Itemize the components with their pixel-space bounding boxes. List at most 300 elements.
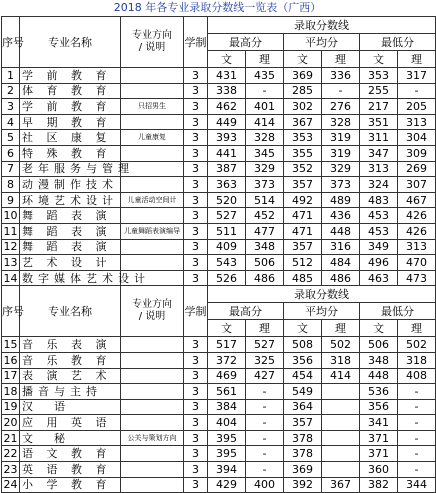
cell-average-wen: 454 — [284, 368, 322, 384]
cell-average-wen: 357 — [284, 239, 322, 255]
cell-direction: 儿童舞蹈表演编导 — [121, 223, 184, 239]
cell-lowest-wen: 536 — [360, 384, 398, 400]
header-duration: 学制 — [184, 286, 208, 337]
cell-major: 舞 蹈 表 演 — [20, 239, 121, 255]
cell-highest-wen: 372 — [208, 352, 246, 368]
cell-major: 舞 蹈 表 演 — [20, 223, 121, 239]
cell-lowest-li: - — [398, 83, 436, 99]
cell-highest-li: 328 — [246, 130, 284, 146]
cell-highest-wen: 387 — [208, 161, 246, 177]
cell-highest-li: 477 — [246, 223, 284, 239]
cell-highest-li: 325 — [246, 352, 284, 368]
table-row — [2, 384, 436, 400]
cell-duration: 3 — [184, 446, 208, 462]
cell-highest-wen: 462 — [208, 99, 246, 115]
cell-highest-wen: 527 — [208, 208, 246, 224]
cell-lowest-wen: 217 — [360, 99, 398, 115]
cell-seq: 22 — [3, 447, 18, 461]
cell-duration: 3 — [184, 352, 208, 368]
table-row — [2, 83, 436, 99]
cell-average-li — [322, 462, 360, 478]
cell-average-li: 319 — [322, 145, 360, 161]
cell-seq: 13 — [3, 255, 18, 269]
cell-direction — [121, 208, 184, 224]
cell-highest-li: 414 — [246, 114, 284, 130]
table-header — [2, 17, 436, 68]
cell-highest-li: 345 — [246, 145, 284, 161]
header-highest: 最高分 — [208, 303, 284, 320]
header-average: 平均分 — [284, 34, 360, 51]
header-li: 理 — [246, 320, 284, 337]
header-li: 理 — [398, 51, 436, 68]
table-row — [2, 192, 436, 208]
cell-major: 社 区 康 复 — [20, 130, 121, 146]
cell-lowest-wen: 506 — [360, 337, 398, 353]
cell-average-li: 448 — [322, 223, 360, 239]
cell-highest-li: 486 — [246, 270, 284, 286]
cell-major: 老年服务与管理 — [20, 161, 121, 177]
cell-direction — [121, 145, 184, 161]
cell-seq: 14 — [3, 271, 18, 285]
cell-average-li — [322, 430, 360, 446]
table-body-a — [2, 68, 436, 286]
cell-major: 数字媒体艺术设计 — [20, 270, 121, 286]
cell-lowest-li: 473 — [398, 270, 436, 286]
table-row — [2, 161, 436, 177]
header-score-group: 录取分数线 — [208, 286, 436, 303]
table-mid-header — [2, 286, 436, 337]
header-li: 理 — [322, 320, 360, 337]
table-row — [2, 337, 436, 353]
cell-average-wen: 357 — [284, 177, 322, 193]
cell-highest-wen: 394 — [208, 462, 246, 478]
header-direction-line1: 专业方向 — [132, 30, 172, 41]
cell-average-li: 336 — [322, 68, 360, 84]
cell-highest-li: 348 — [246, 239, 284, 255]
cell-highest-wen: 363 — [208, 177, 246, 193]
cell-highest-wen: 338 — [208, 83, 246, 99]
cell-duration: 3 — [184, 99, 208, 115]
cell-direction — [121, 477, 184, 493]
cell-highest-li: 506 — [246, 255, 284, 271]
cell-lowest-li: 307 — [398, 177, 436, 193]
table-row — [2, 208, 436, 224]
header-wen: 文 — [208, 320, 246, 337]
cell-major: 学 前 教 育 — [20, 68, 121, 84]
cell-lowest-wen: 382 — [360, 477, 398, 493]
cell-seq: 1 — [2, 68, 20, 84]
cell-direction — [121, 239, 184, 255]
cell-highest-li: - — [246, 384, 284, 400]
cell-highest-wen: 543 — [208, 255, 246, 271]
cell-major: 音 乐 教 育 — [20, 352, 121, 368]
header-li: 理 — [246, 51, 284, 68]
cell-average-wen: 356 — [284, 352, 322, 368]
cell-direction — [121, 114, 184, 130]
table-row — [2, 368, 436, 384]
cell-major: 表 演 艺 术 — [20, 368, 121, 384]
cell-average-li: 328 — [322, 114, 360, 130]
cell-lowest-li: 426 — [398, 223, 436, 239]
cell-duration: 3 — [184, 68, 208, 84]
cell-highest-li: 400 — [246, 477, 284, 493]
cell-major: 音 乐 表 演 — [20, 337, 121, 353]
table-row — [2, 68, 436, 84]
cell-seq: 5 — [2, 130, 20, 146]
cell-major: 汉 语 — [20, 399, 121, 415]
table-row — [2, 352, 436, 368]
cell-duration: 3 — [184, 177, 208, 193]
cell-lowest-li: 426 — [398, 208, 436, 224]
cell-major: 英 语 教 育 — [20, 462, 121, 478]
cell-lowest-li: 309 — [398, 145, 436, 161]
header-score-group: 录取分数线 — [208, 17, 436, 34]
cell-highest-wen: 395 — [208, 430, 246, 446]
cell-lowest-wen: 356 — [360, 399, 398, 415]
cell-lowest-li: 205 — [398, 99, 436, 115]
cell-duration: 3 — [184, 415, 208, 431]
cell-average-wen: 378 — [284, 446, 322, 462]
cell-average-wen: 471 — [284, 223, 322, 239]
cell-average-wen: 355 — [284, 145, 322, 161]
cell-seq: 16 — [3, 353, 18, 367]
cell-seq: 10 — [3, 209, 18, 223]
cell-highest-wen: 511 — [208, 223, 246, 239]
cell-seq: 23 — [3, 462, 18, 476]
header-direction-line2: / 说明 — [138, 42, 166, 53]
cell-average-li: 318 — [322, 352, 360, 368]
cell-direction — [121, 352, 184, 368]
cell-average-wen: 369 — [284, 462, 322, 478]
cell-average-li: 486 — [322, 270, 360, 286]
cell-average-wen: 352 — [284, 161, 322, 177]
cell-seq: 15 — [3, 338, 18, 352]
cell-highest-wen: 429 — [208, 477, 246, 493]
cell-duration: 3 — [184, 270, 208, 286]
header-highest: 最高分 — [208, 34, 284, 51]
cell-highest-li: - — [246, 462, 284, 478]
cell-lowest-li: 313 — [398, 114, 436, 130]
cell-highest-li: 329 — [246, 161, 284, 177]
header-direction — [121, 17, 184, 68]
cell-seq: 4 — [2, 114, 20, 130]
cell-lowest-li: 269 — [398, 161, 436, 177]
table-row — [2, 270, 436, 286]
cell-highest-li: 373 — [246, 177, 284, 193]
header-direction-line1: 专业方向 — [132, 299, 172, 311]
cell-average-li: 436 — [322, 208, 360, 224]
cell-major: 动漫制作技术 — [20, 177, 121, 193]
cell-average-wen: 369 — [284, 68, 322, 84]
cell-lowest-li: 317 — [398, 68, 436, 84]
cell-average-li: 414 — [322, 368, 360, 384]
cell-lowest-wen: 341 — [360, 415, 398, 431]
cell-lowest-li: - — [398, 430, 436, 446]
cell-average-li: 329 — [322, 161, 360, 177]
score-table — [1, 16, 436, 493]
cell-lowest-wen: 313 — [360, 161, 398, 177]
cell-highest-wen: 409 — [208, 239, 246, 255]
cell-seq: 3 — [2, 99, 20, 115]
cell-direction — [121, 368, 184, 384]
cell-seq: 24 — [3, 478, 18, 492]
cell-highest-li: - — [246, 446, 284, 462]
cell-highest-wen: 384 — [208, 399, 246, 415]
cell-average-li — [322, 384, 360, 400]
cell-lowest-li: - — [398, 384, 436, 400]
cell-lowest-li: 408 — [398, 368, 436, 384]
cell-highest-li: 427 — [246, 368, 284, 384]
cell-highest-wen: 526 — [208, 270, 246, 286]
table-title: 2018 年各专业录取分数线一览表（广西） — [0, 0, 435, 16]
cell-highest-wen: 517 — [208, 337, 246, 353]
cell-highest-wen: 393 — [208, 130, 246, 146]
cell-duration: 3 — [184, 161, 208, 177]
cell-average-li — [322, 446, 360, 462]
header-wen: 文 — [360, 320, 398, 337]
cell-lowest-li: 304 — [398, 130, 436, 146]
cell-duration: 3 — [184, 399, 208, 415]
cell-highest-li: - — [246, 83, 284, 99]
header-direction-line2: / 说明 — [138, 311, 166, 323]
cell-duration: 3 — [184, 83, 208, 99]
cell-direction — [121, 255, 184, 271]
cell-highest-wen: 561 — [208, 384, 246, 400]
cell-seq: 6 — [2, 145, 20, 161]
cell-lowest-li: - — [398, 415, 436, 431]
cell-lowest-li: - — [398, 399, 436, 415]
cell-seq: 11 — [3, 224, 18, 238]
cell-seq: 17 — [3, 369, 18, 383]
cell-lowest-wen: 448 — [360, 368, 398, 384]
cell-lowest-wen: 324 — [360, 177, 398, 193]
cell-highest-wen: 469 — [208, 368, 246, 384]
header-wen: 文 — [284, 320, 322, 337]
header-major: 专业名称 — [20, 17, 121, 68]
table-row — [2, 239, 436, 255]
cell-lowest-li: 344 — [398, 477, 436, 493]
cell-average-li: - — [322, 83, 360, 99]
cell-major: 舞 蹈 表 演 — [20, 208, 121, 224]
cell-highest-wen: 395 — [208, 446, 246, 462]
cell-average-li: 373 — [322, 177, 360, 193]
cell-lowest-wen: 453 — [360, 223, 398, 239]
cell-highest-li: - — [246, 415, 284, 431]
cell-duration: 3 — [184, 384, 208, 400]
cell-major: 早 期 教 育 — [20, 114, 121, 130]
cell-major: 语 文 教 育 — [20, 446, 121, 462]
cell-average-wen: 471 — [284, 208, 322, 224]
cell-average-wen: 367 — [284, 114, 322, 130]
cell-direction: 只招男生 — [121, 99, 184, 115]
cell-duration: 3 — [184, 239, 208, 255]
cell-seq: 19 — [3, 400, 18, 414]
cell-lowest-wen: 371 — [360, 430, 398, 446]
cell-highest-li: - — [246, 399, 284, 415]
table-row — [2, 430, 436, 446]
cell-duration: 3 — [184, 192, 208, 208]
table-row — [2, 130, 436, 146]
header-major: 专业名称 — [20, 286, 121, 337]
cell-average-wen: 485 — [284, 270, 322, 286]
header-direction — [121, 286, 184, 337]
cell-highest-wen: 449 — [208, 114, 246, 130]
cell-average-wen: 364 — [284, 399, 322, 415]
header-average: 平均分 — [284, 303, 360, 320]
cell-seq: 18 — [3, 384, 18, 398]
cell-highest-li: 527 — [246, 337, 284, 353]
cell-duration: 3 — [184, 114, 208, 130]
cell-lowest-wen: 453 — [360, 208, 398, 224]
cell-direction: 儿童活动空间计 — [121, 192, 184, 208]
cell-lowest-wen: 353 — [360, 68, 398, 84]
table-row — [2, 477, 436, 493]
cell-average-wen: 492 — [284, 192, 322, 208]
cell-major: 学 前 教 育 — [20, 99, 121, 115]
cell-lowest-wen: 348 — [360, 352, 398, 368]
header-wen: 文 — [360, 51, 398, 68]
cell-average-wen: 285 — [284, 83, 322, 99]
cell-lowest-li: 502 — [398, 337, 436, 353]
cell-direction: 公关与策划方向 — [121, 430, 184, 446]
cell-major: 艺 术 设 计 — [20, 255, 121, 271]
cell-lowest-li: 318 — [398, 352, 436, 368]
cell-seq: 2 — [2, 83, 20, 99]
cell-lowest-wen: 347 — [360, 145, 398, 161]
cell-average-wen: 508 — [284, 337, 322, 353]
cell-seq: 21 — [3, 431, 18, 445]
cell-duration: 3 — [184, 255, 208, 271]
cell-major: 特 殊 教 育 — [20, 145, 121, 161]
cell-duration: 3 — [184, 368, 208, 384]
table-row — [2, 114, 436, 130]
cell-seq: 8 — [2, 177, 20, 193]
cell-major: 播音与主持 — [20, 384, 121, 400]
cell-lowest-wen: 255 — [360, 83, 398, 99]
cell-direction — [121, 68, 184, 84]
cell-seq: 12 — [3, 240, 18, 254]
cell-lowest-li: 470 — [398, 255, 436, 271]
cell-direction — [121, 399, 184, 415]
cell-major: 应 用 英 语 — [20, 415, 121, 431]
cell-average-wen: 378 — [284, 430, 322, 446]
cell-average-li: 316 — [322, 239, 360, 255]
cell-duration: 3 — [184, 223, 208, 239]
cell-average-wen: 512 — [284, 255, 322, 271]
cell-lowest-wen: 360 — [360, 462, 398, 478]
cell-seq: 9 — [2, 192, 20, 208]
header-li: 理 — [322, 51, 360, 68]
cell-highest-li: 452 — [246, 208, 284, 224]
cell-average-li: 367 — [322, 477, 360, 493]
table-row — [2, 446, 436, 462]
cell-highest-wen: 441 — [208, 145, 246, 161]
header-seq: 序号 — [2, 286, 20, 337]
cell-lowest-wen: 496 — [360, 255, 398, 271]
cell-direction — [121, 384, 184, 400]
header-seq: 序号 — [2, 17, 20, 68]
cell-average-wen: 302 — [284, 99, 322, 115]
cell-duration: 3 — [184, 430, 208, 446]
header-duration: 学制 — [184, 17, 208, 68]
cell-average-li: 484 — [322, 255, 360, 271]
cell-duration: 3 — [184, 130, 208, 146]
table-row — [2, 462, 436, 478]
cell-highest-wen: 520 — [208, 192, 246, 208]
cell-duration: 3 — [184, 337, 208, 353]
cell-highest-li: 514 — [246, 192, 284, 208]
cell-average-li: 319 — [322, 130, 360, 146]
cell-average-li — [322, 399, 360, 415]
cell-lowest-wen: 483 — [360, 192, 398, 208]
cell-highest-li: - — [246, 430, 284, 446]
cell-seq: 20 — [3, 416, 18, 430]
cell-average-wen: 392 — [284, 477, 322, 493]
cell-average-li: 502 — [322, 337, 360, 353]
table-row — [2, 99, 436, 115]
cell-lowest-wen: 351 — [360, 114, 398, 130]
table-row — [2, 255, 436, 271]
cell-direction: 儿童康复 — [121, 130, 184, 146]
cell-lowest-wen: 349 — [360, 239, 398, 255]
header-lowest: 最低分 — [360, 303, 436, 320]
cell-highest-li: 435 — [246, 68, 284, 84]
cell-major: 体 育 教 育 — [20, 83, 121, 99]
cell-direction — [121, 415, 184, 431]
cell-major: 文 秘 — [20, 430, 121, 446]
cell-major: 小 学 教 育 — [20, 477, 121, 493]
table-row — [2, 415, 436, 431]
cell-duration: 3 — [184, 477, 208, 493]
table-body-b — [2, 337, 436, 493]
cell-average-wen: 549 — [284, 384, 322, 400]
cell-average-li — [322, 415, 360, 431]
cell-direction — [121, 446, 184, 462]
cell-duration: 3 — [184, 462, 208, 478]
cell-lowest-li: 467 — [398, 192, 436, 208]
table-row — [2, 145, 436, 161]
cell-average-li: 489 — [322, 192, 360, 208]
cell-average-li: 276 — [322, 99, 360, 115]
table-row — [2, 177, 436, 193]
cell-lowest-li: 313 — [398, 239, 436, 255]
cell-highest-wen: 404 — [208, 415, 246, 431]
table-row — [2, 223, 436, 239]
cell-lowest-wen: 371 — [360, 446, 398, 462]
cell-average-wen: 353 — [284, 130, 322, 146]
cell-average-wen: 357 — [284, 415, 322, 431]
cell-major: 环境艺术设计 — [20, 192, 121, 208]
cell-direction — [121, 177, 184, 193]
cell-lowest-li: - — [398, 446, 436, 462]
cell-lowest-li: - — [398, 462, 436, 478]
header-li: 理 — [398, 320, 436, 337]
header-wen: 文 — [284, 51, 322, 68]
cell-highest-wen: 431 — [208, 68, 246, 84]
cell-lowest-wen: 311 — [360, 130, 398, 146]
header-lowest: 最低分 — [360, 34, 436, 51]
cell-lowest-wen: 463 — [360, 270, 398, 286]
cell-duration: 3 — [184, 208, 208, 224]
cell-duration: 3 — [184, 145, 208, 161]
cell-direction — [121, 462, 184, 478]
header-wen: 文 — [208, 51, 246, 68]
table-row — [2, 399, 436, 415]
cell-seq: 7 — [2, 161, 20, 177]
cell-direction — [121, 83, 184, 99]
cell-highest-li: 401 — [246, 99, 284, 115]
cell-direction — [121, 337, 184, 353]
